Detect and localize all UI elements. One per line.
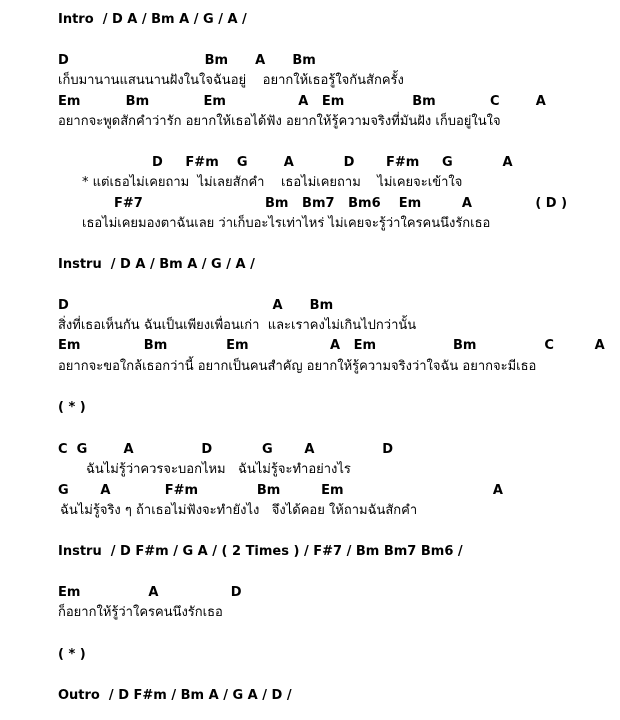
instru-line-1: Instru / D A / Bm A / G / A /	[58, 257, 255, 272]
chorus-lyric-2: เธอไม่เคยมองตาฉันเลย ว่าเก็บอะไรเท่าไหร่ ไม่เคยจะรู้ว่าใครคนนึงรักเธอ	[82, 216, 491, 231]
intro-line: Intro / D A / Bm A / G / A /	[58, 12, 247, 27]
chorus-repeat-marker-2: ( * )	[58, 647, 86, 662]
bridge-chords-2: G A F#m Bm Em A	[58, 483, 503, 498]
bridge-chords-1: C G A D G A D	[58, 442, 394, 457]
instru-line-2: Instru / D F#m / G A / ( 2 Times ) / F#7 / Bm Bm7 Bm6 /	[58, 544, 463, 559]
verse1-lyric-2: อยากจะพูดสักคำว่ารัก อยากให้เธอได้ฟัง อยากให้รู้ความจริงที่มันฝัง เก็บอยู่ในใจ	[58, 114, 501, 129]
verse1-lyric-1: เก็บมานานแสนนานฝังในใจฉันอยู่ อยากให้เธอรู้ใจกันสักครั้ง	[58, 73, 404, 88]
ending-chords: Em A D	[58, 585, 242, 600]
chorus-chords-1: D F#m G A D F#m G A	[152, 155, 513, 170]
outro-line: Outro / D F#m / Bm A / G A / D /	[58, 688, 292, 703]
chorus-lyric-1: * แต่เธอไม่เคยถาม ไม่เลยสักคำ เธอไม่เคยถาม ไม่เคยจะเข้าใจ	[82, 175, 463, 190]
verse2-chords-2: Em Bm Em A Em Bm C A	[58, 338, 605, 353]
verse1-chords-2: Em Bm Em A Em Bm C A	[58, 94, 546, 109]
verse1-chords-1: D Bm A Bm	[58, 53, 316, 68]
verse2-lyric-1: สิ่งที่เธอเห็นกัน ฉันเป็นเพียงเพื่อนเก่า และเราคงไม่เกินไปกว่านั้น	[58, 318, 417, 333]
bridge-lyric-1: ฉันไม่รู้ว่าควรจะบอกไหม ฉันไม่รู้จะทำอย่างไร	[86, 462, 351, 477]
chorus-repeat-marker-1: ( * )	[58, 400, 86, 415]
verse2-chords-1: D A Bm	[58, 298, 334, 313]
ending-lyric: ก็อยากให้รู้ว่าใครคนนึงรักเธอ	[58, 605, 223, 620]
bridge-lyric-2: ฉันไม่รู้จริง ๆ ถ้าเธอไม่ฟังจะทำยังไง จึงได้คอย ให้ถามฉันสักคำ	[60, 503, 418, 518]
verse2-lyric-2: อยากจะขอใกล้เธอกว่านี้ อยากเป็นคนสำคัญ อยากให้รู้ความจริงว่าใจฉัน อยากจะมีเธอ	[58, 359, 537, 374]
chorus-chords-2: F#7 Bm Bm7 Bm6 Em A ( D )	[114, 196, 568, 211]
